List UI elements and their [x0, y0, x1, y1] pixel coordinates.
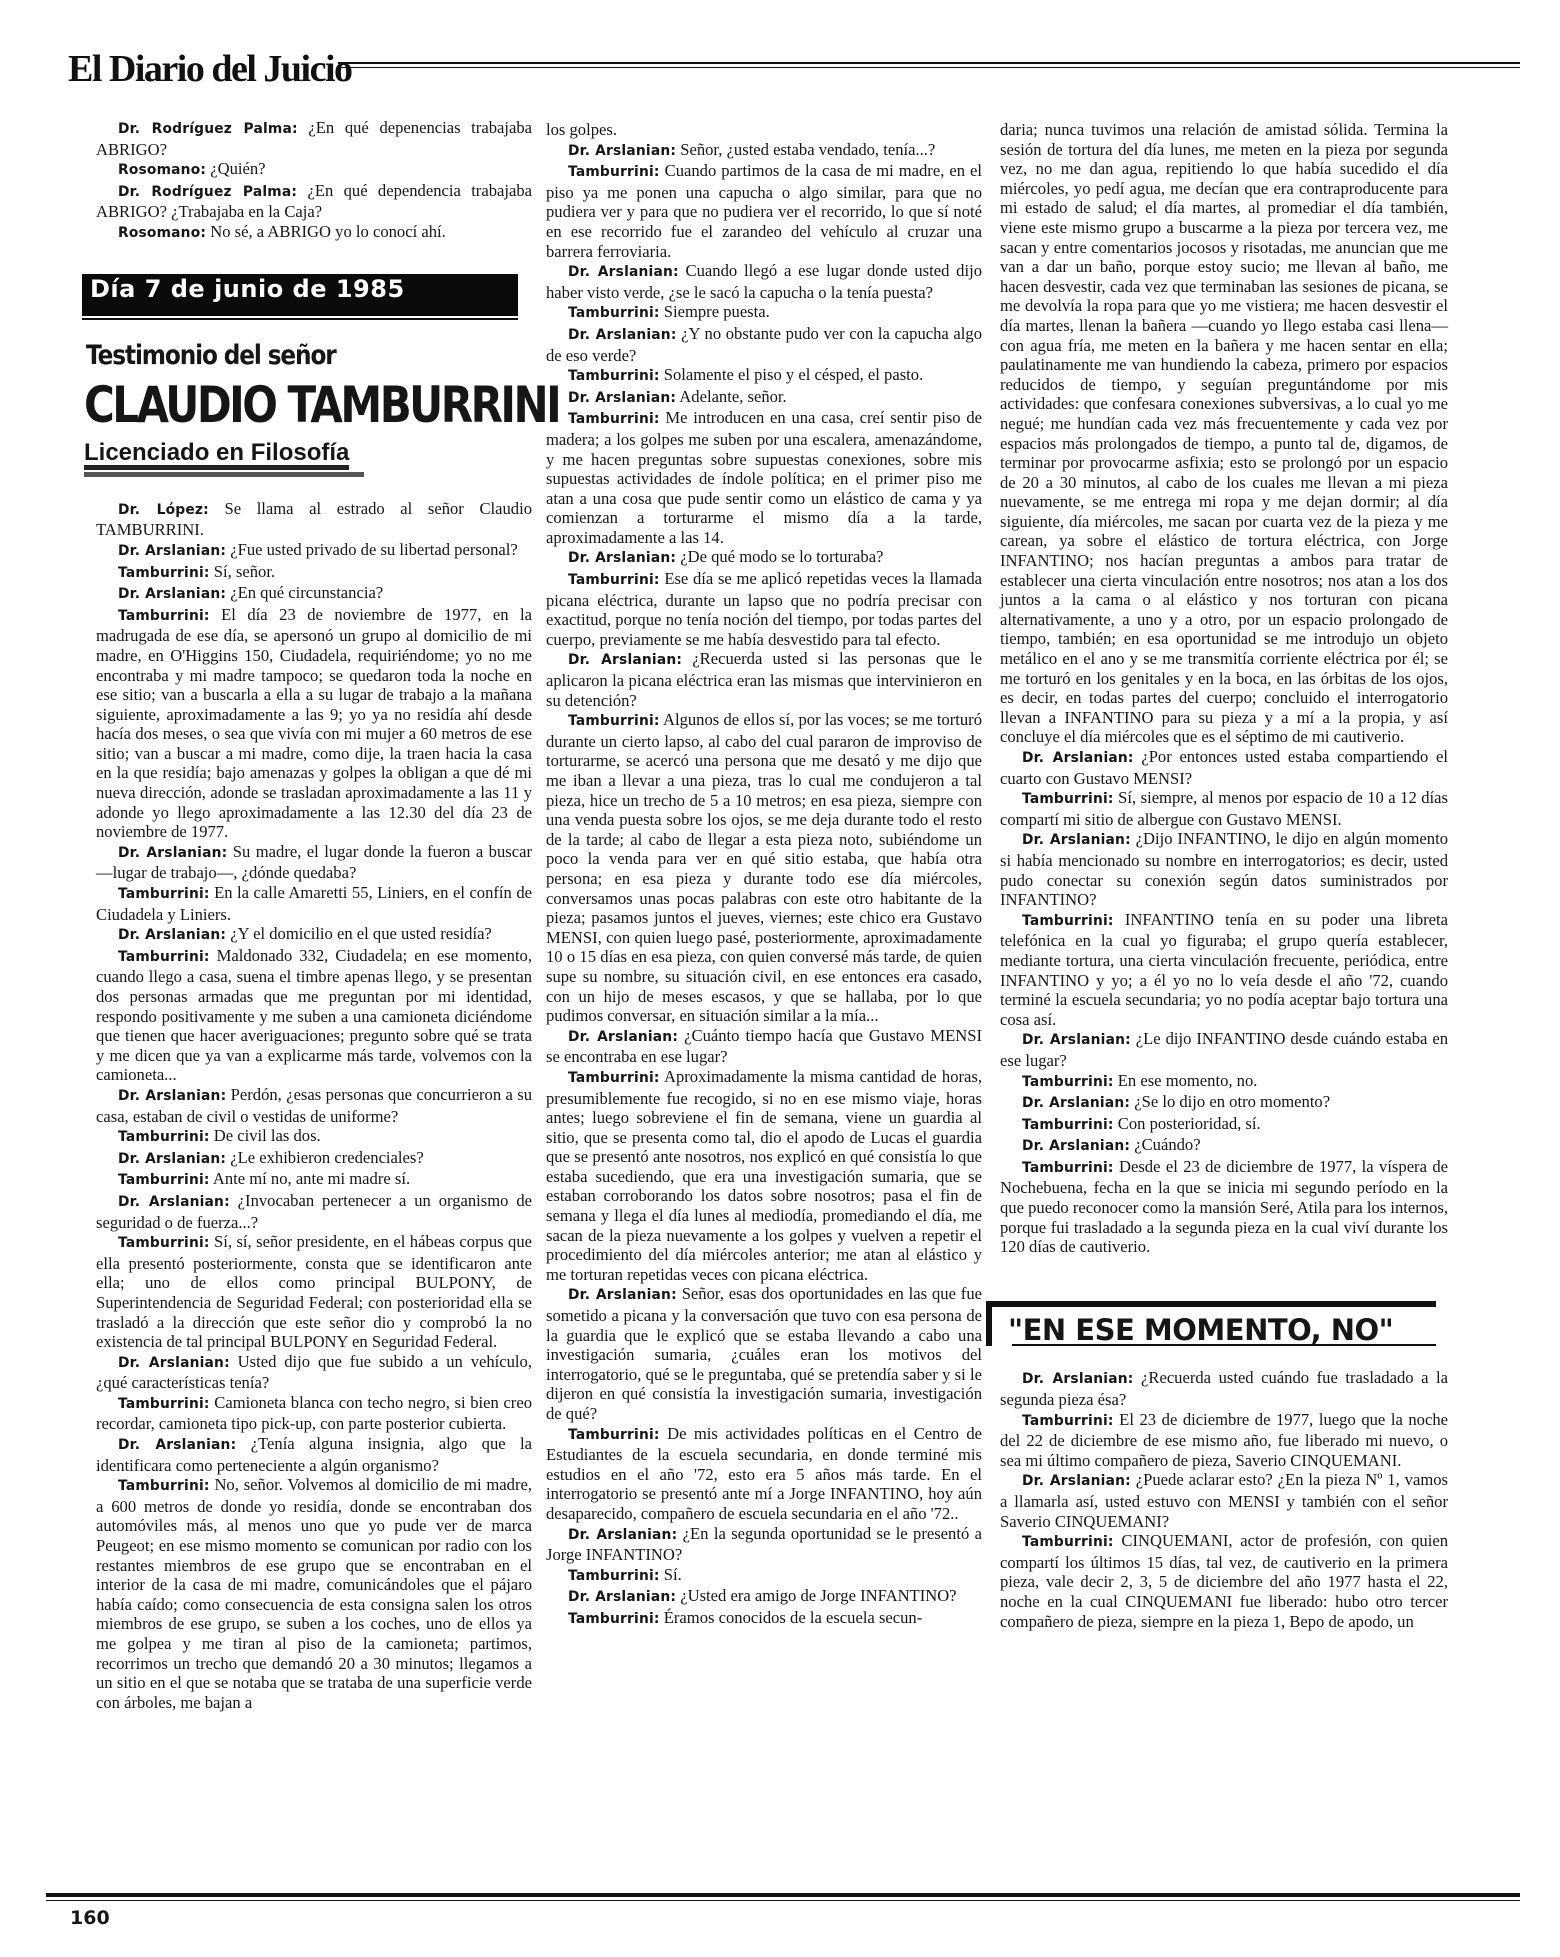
- speech-text: Solamente el piso y el césped, el pasto.: [659, 365, 924, 385]
- transcript-paragraph: [546, 649, 982, 710]
- transcript-paragraph: [1000, 1470, 1448, 1531]
- transcript-paragraph: [546, 1524, 982, 1565]
- transcript-paragraph: [96, 540, 532, 562]
- transcript-paragraph: [546, 161, 982, 261]
- speaker-label: Dr. Arslanian:: [568, 1589, 677, 1606]
- speaker-label: Dr. Arslanian:: [118, 1150, 227, 1167]
- date-band-label: Día 7 de junio de 1985: [90, 274, 405, 303]
- transcript-paragraph: [96, 1191, 532, 1232]
- speech-text: Señor, esas dos oportunidades en las que fue sometido a picana y la conversación que tuvo con esa persona de la guardia que le explicó que se estaba llevando a cabo una investigación sumaria, ¿cuáles eran los motivos del interrogatorio, qué se le preguntaba, qué se pretendía saber y si le dijeron en qué consistía la investigación sumaria, investigación de qué?: [546, 1284, 982, 1423]
- column-2: [546, 120, 982, 1630]
- speech-text: ¿Cuánto tiempo hacía que Gustavo MENSI se encontraba en ese lugar?: [546, 1025, 982, 1067]
- speech-text: daria; nunca tuvimos una relación de amistad sólida. Termina la sesión de tortura del día lunes, me meten en la pieza por segunda vez, no me dan agua, repitiendo lo que había sucedido el día miércoles, yo pedí agua, me decían que era contraproducente para mi estado de salud; el día martes, al promediar el día también, viene este mismo grupo a buscarme a la pieza por tercera vez, me sacan y entre comentarios jocosos y risotadas, me anuncian que me van a dar un baño, porque estoy sucio; me llevan al baño, me hacen desvestir, cada vez que terminaban las sesiones de picana, se me devolvía la ropa para que yo me vistiera; me hacen desvestir el día martes, llenan la bañera —cuando yo llego estaba casi llena— con agua fría, me meten en la bañera y me hacen sentar en ella; paulatinamente me van hundiendo la cabeza, primero por espacios reducidos de tiempo, y seguían preguntándome por mis actividades: que confesara conexiones subversivas, a lo cual yo me negué; me hundían cada vez más frecuentemente y cada vez por espacios más prolongados de tiempo, a punto tal de, digamos, de terminar por provocarme asfixia; esto se prolongó por un espacio de 20 a 30 minutos, al cabo de los cuales me llevan a mi pieza nuevamente, se me entrega mi ropa y me dejan dormir; al día siguiente, día miércoles, me sacan por cuarta vez de la pieza y me carean, ya sobre el elástico de tortura eléctrica, con Jorge INFANTINO; nos hacían preguntas a ambos para tratar de establecer una cierta vinculación entre nosotros; nos atan a los dos juntos a la cama o al elástico y nos torturan con picana alternativamente, a uno y a otro, por un espacio prolongado de tiempo, también; en esa oportunidad se me introdujo un objeto metálico en el ano y se me transmitía corriente eléctrica por él; se me torturó en los genitales y en la boca, en las órbitas de los ojos, es decir, en todas partes del cuerpo; concluido el interrogatorio llevan a INFANTINO para su pieza y a mí a la propia, y así concluye el día miércoles que es el séptimo de mi cautiverio.: [1000, 120, 1448, 747]
- pull-quote-rule: [1012, 1344, 1436, 1346]
- transcript-paragraph: [546, 365, 982, 387]
- col1-body-text: [96, 499, 532, 1713]
- footer-rule: [46, 1893, 1520, 1897]
- column-3: [1000, 120, 1448, 1631]
- transcript-paragraph: [546, 120, 982, 140]
- transcript-paragraph: [96, 562, 532, 584]
- speaker-label: Tamburrini:: [118, 564, 210, 581]
- transcript-paragraph: [96, 605, 532, 842]
- speech-text: ¿En qué circunstancia?: [226, 583, 384, 603]
- speech-text: No sé, a ABRIGO yo lo conocí ahí.: [206, 221, 446, 241]
- speech-text: En la calle Amaretti 55, Liniers, en el confín de Ciudadela y Liniers.: [96, 883, 532, 924]
- speech-text: ¿En la segunda oportunidad se le presentó a Jorge INFANTINO?: [546, 1523, 982, 1565]
- speaker-label: Dr. Arslanian:: [118, 927, 227, 944]
- subtitle-rule: [84, 472, 364, 477]
- speech-text: ¿Y no obstante pudo ver con la capucha algo de eso verde?: [546, 323, 982, 365]
- speech-text: ¿Dijo INFANTINO, le dijo en algún momento si había mencionado su nombre en interrogatorios; es decir, usted pudo conectar su conexión según datos suministrados por INFANTINO?: [1000, 829, 1448, 910]
- transcript-paragraph: [96, 1475, 532, 1712]
- speaker-label: Dr. Arslanian:: [568, 550, 677, 567]
- speech-text: ¿Por entonces usted estaba compartiendo el cuarto con Gustavo MENSI?: [1000, 747, 1448, 788]
- speaker-label: Tamburrini:: [118, 1129, 210, 1146]
- speaker-label: Tamburrini:: [1022, 1073, 1114, 1090]
- speaker-label: Dr. Arslanian:: [568, 1526, 678, 1543]
- speech-text: ¿Recuerda usted cuándo fue trasladado a la segunda pieza ésa?: [1000, 1368, 1448, 1410]
- speaker-label: Tamburrini:: [118, 1478, 210, 1495]
- transcript-paragraph: [1000, 1114, 1448, 1136]
- transcript-paragraph: [96, 499, 532, 540]
- speech-text: Desde el 23 de diciembre de 1977, la víspera de Nochebuena, fecha en la que se inicia mi segundo período en la que puedo reconocer como la mansión Seré, Atila para los internos, porque fui trasladado a la segunda pieza en la cual viví durante los 120 días de cautiverio.: [1000, 1156, 1448, 1257]
- speech-text: Aproximadamente la misma cantidad de horas, presumiblemente fue recogido, si no en ese mismo viaje, horas antes; luego sobreviene el fin de semana, viene un guardia al sitio, que se presenta como tal, dio el apodo de Lucas el guardia que se presentó ante nosotros, nos explicó en qué consistía lo que estaba sucediendo, que era una investigación sumaria, que se estaban corroborando los datos sobre nosotros; pasa el fin de semana y llega el día lunes al mediodía, promediando el día, me sacan de la pieza nuevamente a los golpes y vuelven a repetir el procedimiento del día miércoles anterior; me atan al elástico y me torturan repetidas veces con picana eléctrica.: [546, 1066, 982, 1284]
- transcript-paragraph: [1000, 829, 1448, 909]
- transcript-paragraph: [1000, 1135, 1448, 1157]
- speech-text: Camioneta blanca con techo negro, si bien creo recordar, camioneta tipo pick-up, con parte posterior cubierta.: [96, 1392, 532, 1434]
- speaker-label: Dr. López:: [118, 501, 209, 518]
- speaker-label: Tamburrini:: [1022, 1534, 1114, 1551]
- transcript-paragraph: [546, 1565, 982, 1587]
- speaker-label: Tamburrini:: [568, 411, 660, 428]
- transcript-paragraph: [1000, 1029, 1448, 1070]
- transcript-paragraph: [96, 1085, 532, 1126]
- speech-text: Cuando llegó a ese lugar donde usted dijo haber visto verde, ¿se le sacó la capucha o la tenía puesta?: [546, 261, 982, 302]
- speaker-label: Tamburrini:: [118, 1395, 210, 1412]
- transcript-paragraph: [96, 924, 532, 946]
- speech-text: Se llama al estrado al señor Claudio TAMBURRINI.: [96, 498, 532, 540]
- speaker-label: Dr. Arslanian:: [1022, 1371, 1134, 1388]
- speaker-label: Tamburrini:: [1022, 1116, 1114, 1133]
- col3-top-text: [1000, 120, 1448, 1257]
- speech-text: Sí, señor.: [209, 561, 276, 581]
- speech-text: ¿Y el domicilio en el que usted residía?: [226, 924, 492, 944]
- speaker-label: Dr. Arslanian:: [118, 844, 228, 861]
- column-1: [84, 118, 560, 1712]
- speaker-label: Tamburrini:: [118, 1235, 210, 1252]
- transcript-paragraph: [1000, 1092, 1448, 1114]
- speech-text: ¿En qué depenencias trabajaba ABRIGO?: [96, 118, 532, 159]
- speaker-label: Dr. Arslanian:: [568, 389, 677, 406]
- transcript-paragraph: [96, 1126, 532, 1148]
- speaker-label: Tamburrini:: [568, 572, 660, 589]
- speaker-label: Dr. Arslanian:: [568, 652, 683, 669]
- speech-text: Señor, ¿usted estaba vendado, tenía...?: [676, 139, 936, 159]
- date-band-rule: [82, 318, 518, 320]
- transcript-paragraph: [96, 1169, 532, 1191]
- speaker-label: Tamburrini:: [568, 1069, 660, 1086]
- speech-text: En ese momento, no.: [1113, 1070, 1258, 1090]
- speech-text: ¿Cuándo?: [1130, 1135, 1201, 1155]
- speech-text: Sí, siempre, al menos por espacio de 10 a 12 días compartí mi sitio de albergue con Gustavo MENSI.: [1000, 788, 1448, 829]
- speech-text: Con posterioridad, sí.: [1113, 1113, 1261, 1133]
- transcript-paragraph: [1000, 747, 1448, 788]
- speech-text: El 23 de diciembre de 1977, luego que la noche del 22 de diciembre de ese mismo año, fue liberado mi nuevo, o sea mi último compañero de pieza, Saverio CINQUEMANI.: [1000, 1409, 1448, 1470]
- speech-text: ¿Le exhibieron credenciales?: [226, 1147, 424, 1167]
- pull-quote: "EN ESE MOMENTO, NO": [1008, 1312, 1394, 1347]
- transcript-paragraph: [546, 1026, 982, 1067]
- speech-text: Siempre puesta.: [659, 302, 770, 322]
- speaker-label: Tamburrini:: [1022, 1159, 1114, 1176]
- transcript-paragraph: [1000, 910, 1448, 1030]
- speech-text: ¿En qué dependencia trabajaba ABRIGO? ¿Trabajaba en la Caja?: [96, 180, 532, 222]
- transcript-paragraph: [96, 842, 532, 883]
- speaker-label: Dr. Arslanian:: [568, 1028, 679, 1045]
- speaker-label: Tamburrini:: [1022, 791, 1114, 808]
- speech-text: ¿Quién?: [206, 159, 266, 179]
- speech-text: ¿Invocaban pertenecer a un organismo de seguridad o de fuerza...?: [96, 1190, 532, 1232]
- pull-quote-box: [986, 1301, 1436, 1347]
- speech-text: Ante mí no, ante mi madre sí.: [209, 1169, 411, 1189]
- speaker-label: Dr. Arslanian:: [568, 264, 679, 281]
- speaker-label: Tamburrini:: [568, 305, 660, 322]
- speaker-label: Rosomano:: [118, 162, 207, 179]
- masthead-rule-thin: [338, 67, 1520, 68]
- speaker-label: Tamburrini:: [1022, 912, 1114, 929]
- transcript-paragraph: [96, 583, 532, 605]
- col3-bottom-text: [1000, 1368, 1448, 1631]
- speaker-label: Rosomano:: [118, 224, 207, 241]
- speech-text: ¿Fue usted privado de su libertad personal?: [226, 539, 518, 559]
- speaker-label: Dr. Arslanian:: [1022, 1095, 1131, 1112]
- transcript-paragraph: [546, 1608, 982, 1630]
- speech-text: Sí.: [659, 1564, 682, 1584]
- testimony-kicker: Testimonio del señor: [86, 339, 336, 371]
- speech-text: ¿Tenía alguna insignia, algo que la identificara como perteneciente a algún organismo?: [96, 1434, 532, 1475]
- transcript-paragraph: [96, 946, 532, 1085]
- speech-text: El día 23 de noviembre de 1977, en la madrugada de ese día, se apersonó un grupo al domicilio de mi madre, en O'Higgins 150, Ciudadela, requiriéndome; yo no me encontraba y mi madre tampoco; se quedaron toda la noche en ese sitio; van a buscarla a ella a su lugar de trabajo a la mañana siguiente, aproximadamente a las 9; yo ya no residía ahí desde hacía dos meses, o sea que vivía con mi mujer a 60 metros de ese sitio; van a buscar a mi madre, como dije, la traen hacia la casa en la que residía; bajo amenazas y golpes la obligan a que dé mi nueva dirección, adonde se trasladan aproximadamente a las 11 y adonde yo llego aproximadamente a las 12.30 del día 23 de noviembre de 1977.: [96, 604, 532, 842]
- speech-text: INFANTINO tenía en su poder una libreta telefónica en la cual yo figuraba; el grupo quería establecer, mediante tortura, una cierta vinculación frecuente, periódica, entre INFANTINO y yo; a él yo no lo veía desde el año '72, cuando terminé la escuela secundaria; yo no podía aceptar bajo tortura una cosa así.: [1000, 909, 1448, 1029]
- speaker-label: Tamburrini:: [568, 1567, 660, 1584]
- transcript-paragraph: [1000, 1368, 1448, 1409]
- witness-title: Licenciado en Filosofía: [84, 443, 349, 470]
- speech-text: De mis actividades políticas en el Centro de Estudiantes de la escuela secundaria, en donde terminé mis estudios en el año '72, esto era 5 años más tarde. En el interrogatorio se presentó ante mí a Jorge INFANTINO, hoy aún desaparecido, compañero de escuela secundaria en el año '72..: [546, 1423, 982, 1523]
- transcript-paragraph: [96, 1393, 532, 1434]
- speech-text: Ese día se me aplicó repetidas veces la llamada picana eléctrica, durante un lapso que no podría precisar con exactitud, porque no tenía noción del tiempo, por todas partes del cuerpo, previamente se me había desvestido para tal efecto.: [546, 569, 982, 649]
- transcript-paragraph: [546, 1284, 982, 1423]
- speech-text: Usted dijo que fue subido a un vehículo, ¿qué características tenía?: [96, 1351, 532, 1393]
- speech-text: CINQUEMANI, actor de profesión, con quien compartí los últimos 15 días, tal vez, de cautiverio en la primera pieza, vale decir 2, 3, 5 de diciembre del año 1977 hasta el 22, noche en la cual CINQUEMANI fue liberado: hubo otro tercer compañero de pieza, siempre en la pieza 1, Bepo de apodo, un: [1000, 1531, 1448, 1631]
- speaker-label: Dr. Arslanian:: [118, 1087, 227, 1104]
- speech-text: ¿Le dijo INFANTINO desde cuándo estaba en ese lugar?: [1000, 1029, 1448, 1070]
- speech-text: De civil las dos.: [209, 1126, 321, 1146]
- transcript-paragraph: [96, 1148, 532, 1170]
- transcript-paragraph: [546, 1424, 982, 1524]
- speaker-label: Dr. Arslanian:: [1022, 832, 1131, 849]
- transcript-paragraph: [546, 387, 982, 409]
- speaker-label: Dr. Arslanian:: [1022, 1138, 1131, 1155]
- transcript-paragraph: [96, 1352, 532, 1393]
- speaker-label: Tamburrini:: [118, 1172, 210, 1189]
- transcript-paragraph: [546, 569, 982, 649]
- transcript-paragraph: [546, 324, 982, 365]
- transcript-paragraph: [96, 1434, 532, 1475]
- speaker-label: Dr. Arslanian:: [568, 326, 677, 343]
- footer-rule-thin: [46, 1900, 1520, 1901]
- transcript-paragraph: [96, 222, 532, 244]
- speech-text: los golpes.: [546, 120, 617, 139]
- transcript-paragraph: [1000, 1157, 1448, 1257]
- speaker-label: Dr. Rodríguez Palma:: [118, 183, 298, 200]
- speaker-label: Dr. Arslanian:: [568, 1287, 677, 1304]
- speaker-label: Dr. Arslanian:: [1022, 750, 1134, 766]
- speech-text: No, señor. Volvemos al domicilio de mi madre, a 600 metros de donde yo residía, donde se encontraban dos automóviles más, al menos uno que yo pude ver de marca Peugeot; en ese mismo momento se comunican por radio con los restantes miembros de ese grupo que se encontraban en el interior de la casa de mi madre, comunicándoles que el pájaro había caído; como consecuencia de esta consigna salen los otros miembros de ese grupo, se suben a los coches, uno de ellos ya me golpea y me tiran al piso de la camioneta; partimos, recorrimos un trecho que demandó 20 a 30 minutos; llegamos a un sitio en el que se notaba que se trataba de una superficie verde con árboles, me bajan a: [96, 1475, 532, 1712]
- speaker-label: Tamburrini:: [568, 368, 660, 385]
- date-band: [82, 274, 518, 316]
- speaker-label: Dr. Arslanian:: [1022, 1032, 1131, 1049]
- masthead-rule: [338, 62, 1520, 64]
- transcript-paragraph: [1000, 1531, 1448, 1631]
- speech-text: ¿De qué modo se lo torturaba?: [676, 547, 884, 567]
- transcript-paragraph: [96, 159, 532, 181]
- speaker-label: Tamburrini:: [568, 1426, 660, 1443]
- witness-name: CLAUDIO TAMBURRINI: [84, 376, 560, 435]
- col2-text: [546, 120, 982, 1630]
- speaker-label: Tamburrini:: [118, 886, 210, 903]
- speaker-label: Dr. Arslanian:: [118, 1437, 237, 1454]
- speaker-label: Dr. Arslanian:: [1022, 1473, 1131, 1490]
- speech-text: ¿Recuerda usted si las personas que le aplicaron la picana eléctrica eran las mismas que intervinieron en su detención?: [546, 649, 983, 710]
- transcript-paragraph: [96, 118, 532, 159]
- speech-text: Adelante, señor.: [676, 386, 787, 406]
- transcript-paragraph: [546, 261, 982, 302]
- transcript-paragraph: [1000, 1410, 1448, 1471]
- transcript-paragraph: [546, 547, 982, 569]
- speech-text: Cuando partimos de la casa de mi madre, en el piso ya me ponen una capucha o algo similar, para que no pudiera ver y para que no pudiera ver el recorrido, lo que sí noté en ese recorrido fue el zarandeo del vehículo al cruzar una barrera ferroviaria.: [546, 161, 982, 261]
- speaker-label: Tamburrini:: [118, 948, 210, 965]
- transcript-paragraph: [546, 710, 982, 1026]
- speech-text: ¿Se lo dijo en otro momento?: [1130, 1092, 1331, 1112]
- speech-text: Su madre, el lugar donde la fueron a buscar —lugar de trabajo—, ¿dónde quedaba?: [96, 841, 532, 883]
- speech-text: ¿Usted era amigo de Jorge INFANTINO?: [676, 1586, 957, 1606]
- speaker-label: Dr. Arslanian:: [568, 142, 677, 159]
- speech-text: Éramos conocidos de la escuela secun-: [659, 1607, 923, 1627]
- transcript-paragraph: [1000, 788, 1448, 829]
- transcript-paragraph: [546, 140, 982, 162]
- speech-text: Me introducen en una casa, creí sentir piso de madera; a los golpes me suben por una escalera, amenazándome, y me hacen preguntas sobre supuestas conexiones, sobre mis supuestas actividades de índole política; en el primer piso me atan a una cosa que pude sentir como un elástico de cama y ya comienzan a torturarme el mismo día a la tarde, aproximadamente a las 14.: [546, 408, 982, 547]
- transcript-paragraph: [96, 181, 532, 222]
- speech-text: Maldonado 332, Ciudadela; en ese momento, cuando llego a casa, suena el timbre apenas llego, y se presentan dos personas armadas que me preguntan por mi identidad, respondo positivamente y me suben a una camioneta diciéndome que tienen que hacer averiguaciones; pregunto sobre qué se trata y me dicen que ya van a explicarme más tarde, volvemos con la camioneta...: [96, 945, 532, 1085]
- speech-text: Sí, sí, señor presidente, en el hábeas corpus que ella presentó posteriormente, consta que se identificaron ante ella; uno de ellos como principal BULPONY, de Superintendencia de Seguridad Federal; con posterioridad ella se trasladó a la dirección que este señor dio y comprobó la no existencia de tal principal BULPONY en Seguridad Federal.: [96, 1232, 532, 1352]
- speaker-label: Tamburrini:: [568, 164, 660, 181]
- col1-top-text: [96, 118, 532, 244]
- transcript-paragraph: [546, 1586, 982, 1608]
- transcript-paragraph: [546, 408, 982, 547]
- speech-text: ¿Puede aclarar esto? ¿En la pieza Nº 1, vamos a llamarla así, usted estuvo con MENSI y también con el señor Saverio CINQUEMANI?: [1000, 1470, 1448, 1531]
- speaker-label: Dr. Arslanian:: [118, 586, 227, 603]
- transcript-paragraph: [96, 1232, 532, 1352]
- speaker-label: Tamburrini:: [568, 713, 660, 730]
- speaker-label: Tamburrini:: [1022, 1412, 1114, 1429]
- speech-text: Perdón, ¿esas personas que concurrieron a su casa, estaban de civil o vestidas de uniforme?: [96, 1084, 532, 1126]
- speaker-label: Dr. Arslanian:: [118, 542, 227, 559]
- masthead-title: El Diario del Juicio: [68, 48, 352, 90]
- speech-text: Algunos de ellos sí, por las voces; se me torturó durante un cierto lapso, al cabo del cual pararon de improviso de torturarme, se acercó una persona que me desató y me dijo que me iban a llevar a una pieza, tras lo cual me condujeron a tal pieza, hice un trecho de 5 a 10 metros; en esa pieza, siempre con una venda puesta sobre los ojos, se me deja durante todo el resto de la tarde; al cabo de llegar a esta pieza noto, subiéndome un poco la venda para ver en qué sitio estaba, que había otra persona; en esa pieza y durante todo ese día miércoles, conversamos unas pocas palabras con este otro habitante de la pieza; pasamos juntos el jueves, viernes; este chico era Gustavo MENSI, con quien luego pasé, posteriormente, aproximadamente 10 o 15 días en esa pieza, con quien conversé más tarde, de quien supe su nombre, su situación civil, en ese entonces era casado, con un hijo de meses escasos, y que se hallaba, por lo que pudimos conversar, en situación similar a la mía...: [546, 710, 982, 1026]
- speaker-label: Tamburrini:: [568, 1610, 660, 1627]
- transcript-paragraph: [546, 1067, 982, 1285]
- speaker-label: Dr. Arslanian:: [118, 1193, 230, 1210]
- transcript-paragraph: [546, 302, 982, 324]
- speaker-label: Tamburrini:: [118, 607, 210, 624]
- transcript-paragraph: [96, 883, 532, 924]
- speaker-label: Dr. Rodríguez Palma:: [118, 121, 298, 137]
- speaker-label: Dr. Arslanian:: [118, 1354, 230, 1371]
- page-number: 160: [70, 1907, 110, 1929]
- transcript-paragraph: [1000, 1071, 1448, 1093]
- transcript-paragraph: [1000, 120, 1448, 747]
